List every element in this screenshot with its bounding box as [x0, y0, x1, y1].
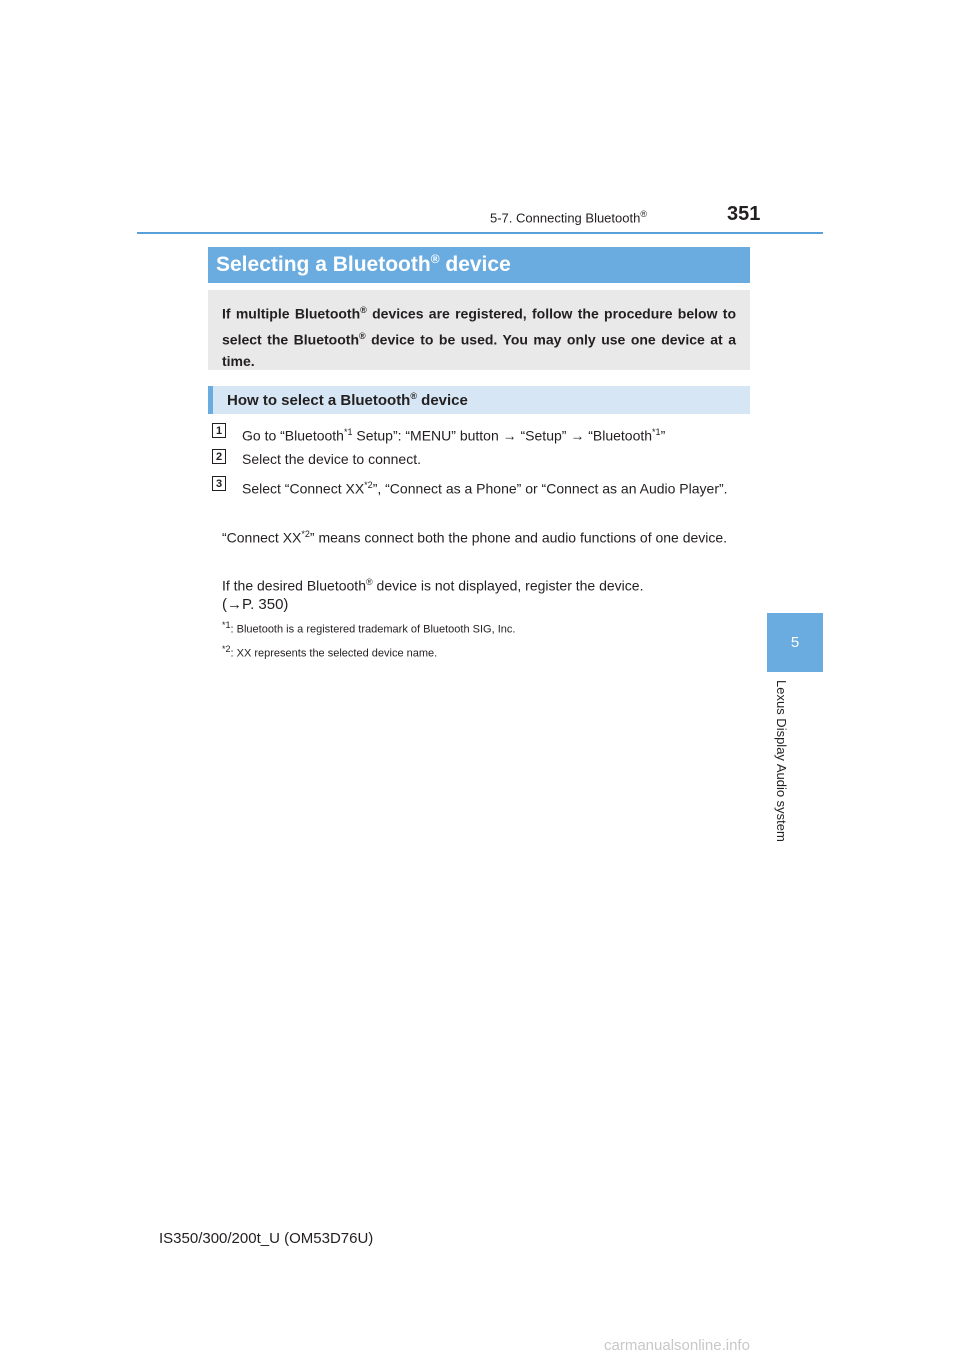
step-number: 3	[212, 476, 226, 491]
step-text: Select the device to connect.	[242, 451, 421, 467]
header-rule	[137, 232, 823, 234]
step-number: 2	[212, 449, 226, 464]
note-register: If the desired Bluetooth® device is not displayed, register the device.	[222, 577, 644, 594]
subsection-title: How to select a Bluetooth® device	[208, 386, 750, 414]
step-number: 1	[212, 423, 226, 438]
section-title: Selecting a Bluetooth® device	[208, 247, 750, 283]
footnote: $^{*1}$: Bluetooth is a registered trademark of Bluetooth SIG, Inc.	[222, 620, 516, 636]
page-number: 351	[727, 203, 761, 225]
footnote: $^{*2}$: XX represents the selected device name.	[222, 644, 438, 660]
chapter-title: Lexus Display Audio system	[774, 680, 789, 842]
watermark: carmanualsonline.info	[604, 1337, 750, 1354]
step-text: Go to “Bluetooth$^{*1}$ Setup”: “MENU” button → “Setup” → “Bluetooth$^{*1}$”	[242, 427, 666, 444]
page-reference-link[interactable]: (→P. 350)	[222, 596, 289, 613]
running-header: 5-7. Connecting Bluetooth®	[490, 209, 647, 226]
model-footer: IS350/300/200t_U (OM53D76U)	[159, 1230, 374, 1247]
intro-text: If multiple Bluetooth® devices are registered, follow the procedure below to select the Bluetooth® device to be used. You may only use one device at a time.	[208, 290, 750, 370]
chapter-number: 5	[790, 634, 800, 651]
note-connect: “Connect XX$^{*2}$” means connect both the phone and audio functions of one device.	[222, 529, 728, 546]
step-text: Select “Connect XX$^{*2}$”, “Connect as a Phone” or “Connect as an Audio Player”.	[242, 480, 728, 497]
chapter-tab	[767, 613, 823, 672]
